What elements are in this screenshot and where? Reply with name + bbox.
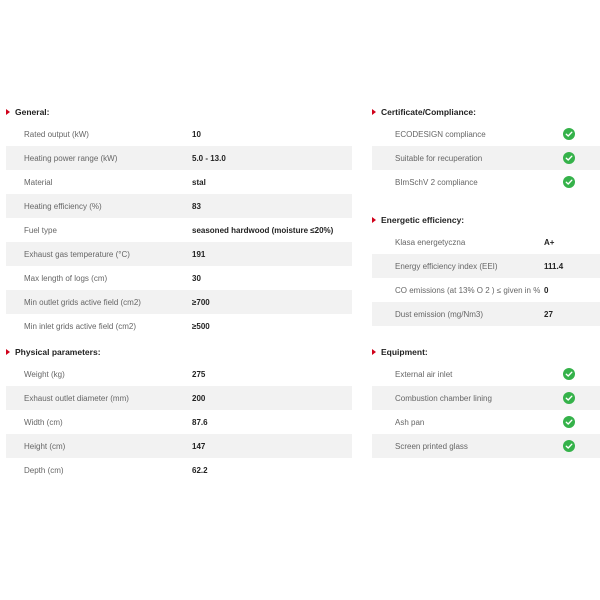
spec-label: Energy efficiency index (EEI) <box>395 261 498 271</box>
spec-label: ECODESIGN compliance <box>395 129 486 139</box>
spec-label: Dust emission (mg/Nm3) <box>395 309 484 319</box>
spec-label: Heating power range (kW) <box>24 153 118 163</box>
arrow-right-icon <box>372 109 376 115</box>
arrow-right-icon <box>6 349 10 355</box>
physical-section <box>6 342 352 482</box>
check-icon <box>563 128 575 140</box>
spec-label: Min inlet grids active field (cm2) <box>24 321 137 331</box>
equipment-section <box>372 342 600 458</box>
spec-value: 83 <box>192 201 201 211</box>
spec-label: External air inlet <box>395 369 453 379</box>
spec-label: CO emissions (at 13% O 2 ) ≤ given in % <box>395 285 541 295</box>
spec-row <box>372 170 600 194</box>
spec-value: ≥500 <box>192 321 210 331</box>
physical-title: Physical parameters: <box>15 347 101 357</box>
spec-label: Weight (kg) <box>24 369 65 379</box>
spec-value: 30 <box>192 273 201 283</box>
spec-value: 5.0 - 13.0 <box>192 153 226 163</box>
general-section <box>6 102 352 338</box>
energetic-title: Energetic efficiency: <box>381 215 465 225</box>
spec-row <box>372 386 600 410</box>
spec-value: 200 <box>192 393 206 403</box>
spec-row <box>6 314 352 338</box>
equipment-header <box>372 342 600 362</box>
certificate-section <box>372 102 600 194</box>
spec-row <box>6 242 352 266</box>
spec-row <box>6 266 352 290</box>
spec-row <box>6 458 352 482</box>
spec-row <box>372 434 600 458</box>
spec-label: Width (cm) <box>24 417 63 427</box>
spec-value: 62.2 <box>192 465 208 475</box>
spec-row <box>372 278 600 302</box>
general-header <box>6 102 352 122</box>
spec-value: seasoned hardwood (moisture ≤20%) <box>192 225 334 235</box>
spec-row <box>372 122 600 146</box>
spec-value: 111.4 <box>544 261 564 271</box>
spec-label: Max length of logs (cm) <box>24 273 108 283</box>
spec-label: Ash pan <box>395 417 425 427</box>
spec-row <box>6 290 352 314</box>
spec-row <box>372 254 600 278</box>
certificate-header <box>372 102 600 122</box>
spec-row <box>6 362 352 386</box>
spec-value: 191 <box>192 249 206 259</box>
spec-label: Exhaust gas temperature (°C) <box>24 249 130 259</box>
arrow-right-icon <box>6 109 10 115</box>
certificate-title: Certificate/Compliance: <box>381 107 476 117</box>
general-title: General: <box>15 107 50 117</box>
spec-row <box>6 122 352 146</box>
spec-label: Depth (cm) <box>24 465 64 475</box>
spec-value: 10 <box>192 129 201 139</box>
left-column <box>6 102 352 482</box>
spec-row <box>372 302 600 326</box>
spec-label: Exhaust outlet diameter (mm) <box>24 393 129 403</box>
arrow-right-icon <box>372 217 376 223</box>
check-icon <box>563 416 575 428</box>
check-icon <box>563 368 575 380</box>
spec-value: 87.6 <box>192 417 208 427</box>
right-column <box>372 102 600 458</box>
spec-row <box>6 386 352 410</box>
spec-label: Material <box>24 177 53 187</box>
check-icon <box>563 176 575 188</box>
spec-row <box>372 230 600 254</box>
spec-label: Combustion chamber lining <box>395 393 492 403</box>
spec-value: 0 <box>544 285 549 295</box>
spec-label: Fuel type <box>24 225 57 235</box>
spec-value: A+ <box>544 237 555 247</box>
spec-row <box>6 410 352 434</box>
spec-row <box>6 194 352 218</box>
spec-row <box>372 362 600 386</box>
check-icon <box>563 152 575 164</box>
spec-label: Screen printed glass <box>395 441 468 451</box>
spec-label: BImSchV 2 compliance <box>395 177 478 187</box>
spec-label: Rated output (kW) <box>24 129 89 139</box>
spec-value: 147 <box>192 441 206 451</box>
spec-label: Suitable for recuperation <box>395 153 483 163</box>
spec-value: 275 <box>192 369 206 379</box>
spec-label: Klasa energetyczna <box>395 237 466 247</box>
spec-row <box>6 434 352 458</box>
check-icon <box>563 392 575 404</box>
spec-label: Heating efficiency (%) <box>24 201 102 211</box>
physical-header <box>6 342 352 362</box>
energetic-header <box>372 210 600 230</box>
spec-label: Height (cm) <box>24 441 66 451</box>
check-icon <box>563 440 575 452</box>
equipment-title: Equipment: <box>381 347 428 357</box>
spec-row <box>6 218 352 242</box>
energetic-section <box>372 210 600 326</box>
spec-row <box>6 170 352 194</box>
arrow-right-icon <box>372 349 376 355</box>
spec-row <box>372 146 600 170</box>
spec-value: stal <box>192 177 206 187</box>
spec-row <box>372 410 600 434</box>
spec-value: ≥700 <box>192 297 210 307</box>
spec-label: Min outlet grids active field (cm2) <box>24 297 141 307</box>
spec-value: 27 <box>544 309 553 319</box>
spec-row <box>6 146 352 170</box>
